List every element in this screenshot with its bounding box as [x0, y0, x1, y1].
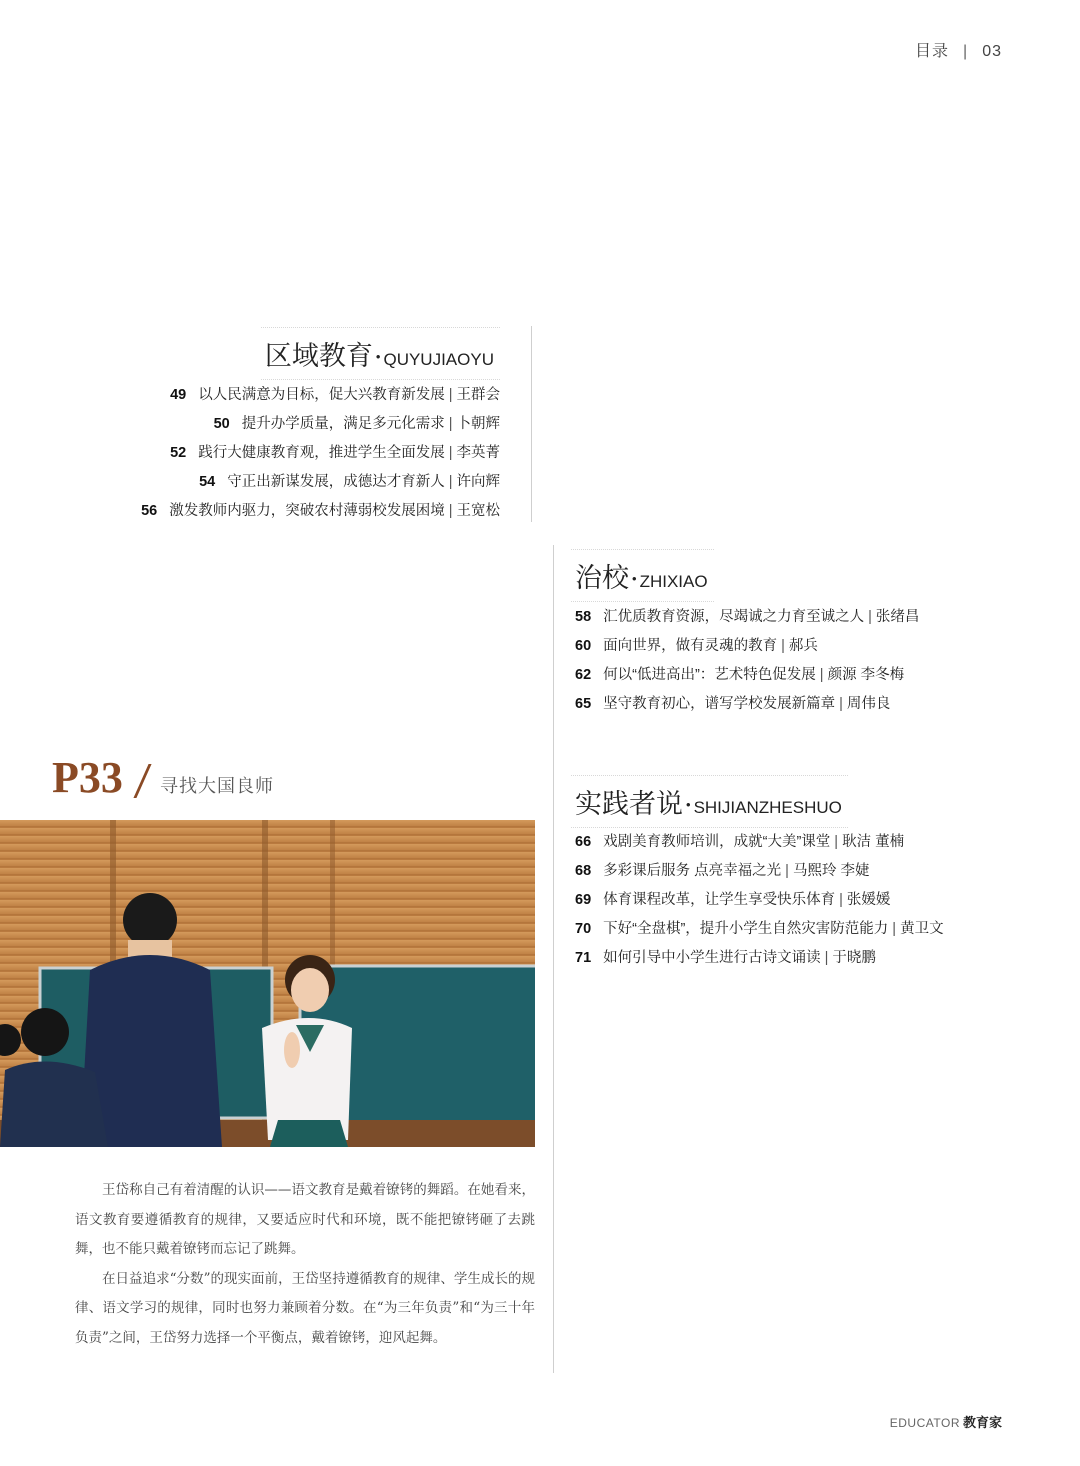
feature-title: 寻找大国良师: [160, 776, 274, 797]
toc-item-author: 卜朝辉: [456, 416, 500, 432]
toc-item-title: 以人民满意为目标，促大兴教育新发展: [198, 387, 445, 403]
section-title: 实践者说: [575, 789, 683, 819]
toc-item-divider: |: [892, 921, 897, 937]
toc-item[interactable]: [80, 439, 500, 468]
caption-paragraph: 在日益追求“分数”的现实面前，王岱坚持遵循教育的规律、学生成长的规律、语文学习的规律，同时也努力兼顾着分数。在“为三年负责”和“为三十年负责”之间，王岱努力选择一个平衡点，戴着镣铐，迎风起舞。: [75, 1270, 535, 1346]
toc-item-divider: |: [785, 863, 789, 879]
toc-item-page: 71: [575, 950, 592, 966]
footer-brand-cn: 教育家: [962, 1415, 1002, 1430]
toc-item-divider: |: [819, 667, 824, 683]
toc-item-title: 体育课程改革，让学生享受快乐体育: [603, 892, 836, 908]
toc-item-divider: |: [448, 503, 453, 519]
toc-item[interactable]: [575, 886, 944, 915]
separator-dot: •: [632, 571, 637, 586]
toc-item-divider: |: [824, 950, 829, 966]
toc-item-title: 戏剧美育教师培训，成就“大美”课堂: [603, 834, 831, 850]
toc-item-author: 耿洁 董楠: [842, 834, 905, 850]
toc-item-author: 郝兵: [788, 638, 818, 654]
section-pinyin: QUYUJIAOYU: [383, 350, 494, 369]
toc-item-author: 张媛媛: [846, 892, 891, 908]
toc-item-page: 62: [575, 667, 592, 683]
toc-item-divider: |: [781, 638, 785, 654]
toc-item[interactable]: [575, 690, 919, 719]
toc-item[interactable]: [80, 468, 500, 497]
toc-item[interactable]: [575, 661, 919, 690]
toc-item-title: 坚守教育初心，谱写学校发展新篇章: [603, 696, 836, 712]
toc-item-title: 面向世界，做有灵魂的教育: [603, 638, 778, 654]
toc-item-divider: |: [834, 834, 839, 850]
toc-item-title: 如何引导中小学生进行古诗文诵读: [603, 950, 821, 966]
section-heading-quyu: [261, 327, 500, 380]
toc-item-divider: |: [448, 445, 453, 461]
toc-item-page: 56: [141, 503, 158, 519]
toc-item[interactable]: [80, 381, 500, 410]
toc-item[interactable]: [575, 632, 919, 661]
toc-item-title: 多彩课后服务 点亮幸福之光: [603, 863, 782, 879]
toc-list-shijian: [575, 828, 944, 973]
footer-brand-en: EDUCATOR: [889, 1416, 960, 1430]
separator-dot: •: [686, 797, 691, 812]
feature-slash: [133, 764, 151, 798]
toc-item-page: 69: [575, 892, 592, 908]
toc-item-divider: |: [448, 474, 453, 490]
toc-item-page: 50: [213, 416, 230, 432]
toc-item-page: 68: [575, 863, 592, 879]
classroom-scene-image: [0, 820, 535, 1147]
toc-item-author: 许向辉: [456, 474, 500, 490]
toc-list-quyu: [80, 381, 500, 526]
page-number: 03: [982, 43, 1002, 60]
toc-item-page: 49: [170, 387, 187, 403]
toc-item[interactable]: [575, 603, 919, 632]
toc-item-divider: |: [868, 609, 872, 625]
section-pinyin: SHIJIANZHESHUO: [693, 798, 842, 817]
toc-item-author: 周伟良: [846, 696, 891, 712]
toc-item-author: 李英菁: [456, 445, 500, 461]
toc-item-author: 王群会: [456, 387, 500, 403]
toc-item-title: 提升办学质量，满足多元化需求: [241, 416, 445, 432]
toc-item-author: 颜源 李冬梅: [827, 667, 905, 683]
section-label: 目录: [915, 43, 950, 60]
toc-item-divider: |: [448, 387, 453, 403]
toc-item-title: 汇优质教育资源，尽竭诚之力育至诚之人: [603, 609, 865, 625]
section-heading-shijian: [571, 775, 848, 828]
divider-lower: [553, 545, 554, 1373]
toc-item-author: 马熙玲 李婕: [792, 863, 870, 879]
toc-list-zhixiao: [575, 603, 919, 719]
toc-item-page: 70: [575, 921, 592, 937]
feature-photo: [0, 820, 535, 1147]
toc-item[interactable]: [80, 410, 500, 439]
toc-item-page: 65: [575, 696, 592, 712]
toc-item-page: 66: [575, 834, 592, 850]
header-divider: |: [963, 43, 969, 60]
section-pinyin: ZHIXIAO: [639, 572, 708, 591]
feature-caption: [75, 1176, 535, 1353]
toc-item-page: 52: [170, 445, 187, 461]
toc-item-author: 于晓鹏: [832, 950, 876, 966]
toc-item-author: 王宽松: [456, 503, 500, 519]
toc-item-title: 激发教师内驱力，突破农村薄弱校发展困境: [169, 503, 445, 519]
separator-dot: •: [375, 349, 381, 364]
toc-item[interactable]: [575, 915, 944, 944]
caption-paragraph: 王岱称自己有着清醒的认识——语文教育是戴着镣铐的舞蹈。在她看来，语文教育要遵循教育的规律，又要适应时代和环境，既不能把镣铐砸了去跳舞，也不能只戴着镣铐而忘记了跳舞。: [75, 1182, 535, 1257]
toc-item-title: 践行大健康教育观，推进学生全面发展: [198, 445, 445, 461]
toc-item-divider: |: [839, 696, 843, 712]
section-heading-zhixiao: [571, 549, 714, 602]
toc-item-page: 58: [575, 609, 592, 625]
toc-item-author: 黄卫文: [900, 921, 944, 937]
toc-item-title: 何以“低进高出”：艺术特色促发展: [603, 667, 816, 683]
section-title: 治校: [575, 563, 629, 593]
page-header: [915, 38, 1002, 61]
toc-item[interactable]: [575, 828, 944, 857]
toc-item-page: 54: [199, 474, 216, 490]
section-title: 区域教育: [264, 341, 373, 371]
toc-item-title: 下好“全盘棋”，提升小学生自然灾害防范能力: [603, 921, 889, 937]
toc-item[interactable]: [575, 857, 944, 886]
toc-item-divider: |: [448, 416, 453, 432]
toc-item-divider: |: [839, 892, 843, 908]
toc-item-title: 守正出新谋发展，成德达才育新人: [227, 474, 445, 490]
feature-page-number: P33: [52, 753, 123, 802]
toc-item[interactable]: [80, 497, 500, 526]
toc-item-author: 张绪昌: [875, 609, 920, 625]
toc-item[interactable]: [575, 944, 944, 973]
toc-item-page: 60: [575, 638, 592, 654]
divider-upper: [531, 326, 532, 522]
footer-brand: [890, 1412, 1002, 1432]
